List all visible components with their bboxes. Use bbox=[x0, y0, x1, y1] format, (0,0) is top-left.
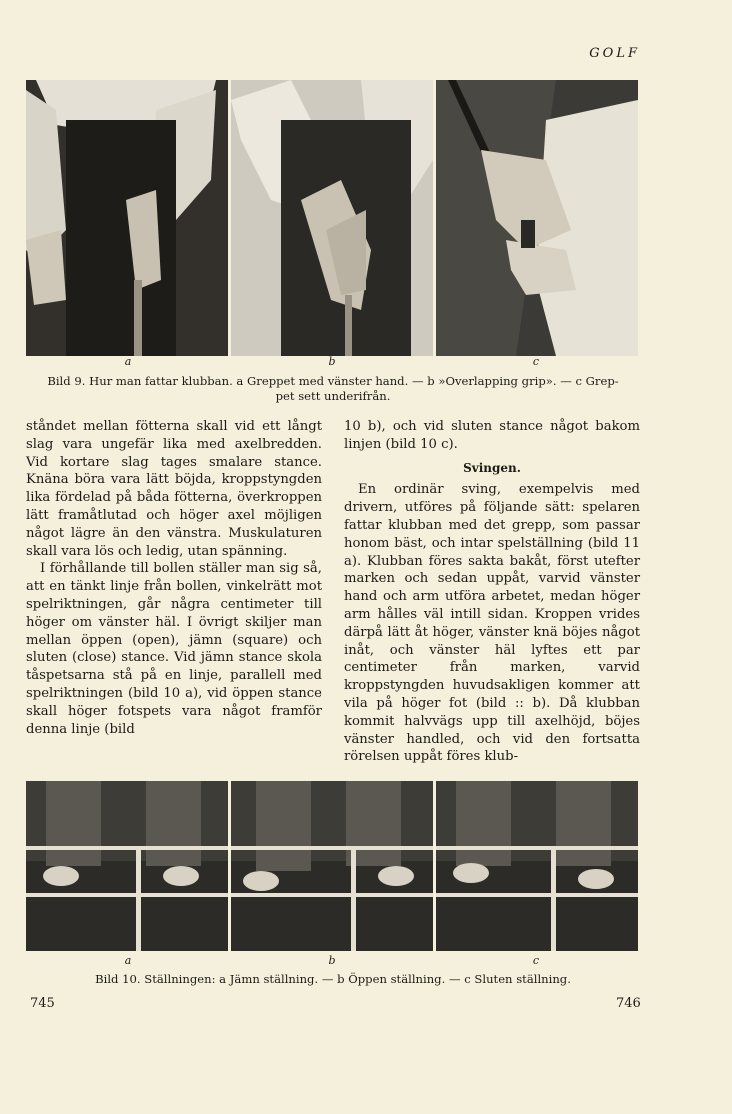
photo-label-a: a bbox=[124, 355, 132, 368]
section-heading: Svingen. bbox=[463, 460, 521, 475]
figure-10-caption: Bild 10. Ställningen: a Jämn ställning. — b Öppen ställning. — c Sluten ställning. bbox=[95, 972, 571, 986]
photo-9c-grip-from-below bbox=[436, 80, 638, 356]
figure-9-photos bbox=[26, 80, 638, 356]
running-title: GOLF bbox=[589, 46, 640, 61]
left-paragraph-2: I förhållande till bollen ställer man sig så, att en tänkt linje från bollen, vinkelrätt mot spelriktningen, går några centimeter till höger om vänster häl. I övrigt skiljer man mellan öppen (open), jämn (square) och sluten (close) stance. Vid jämn stance skola tåspetsarna stå på en linje, parallell med spelriktningen (bild 10 a), vid öppen stance skall höger fotspets vara något framför denna linje (bild bbox=[26, 561, 322, 737]
figure-9-labels bbox=[26, 355, 638, 368]
photo-label-b: b bbox=[328, 954, 336, 967]
figure-9-caption-line-2: pet sett underifrån. bbox=[275, 389, 391, 403]
photo-label-a: a bbox=[124, 954, 132, 967]
photo-10b-open-stance bbox=[231, 781, 433, 951]
figure-10-photos bbox=[26, 781, 638, 951]
right-paragraph-2: En ordinär sving, exempelvis med drivern, utföres på följande sätt: spelaren fattar klubban med det grepp, som passar honom bäst, och intar spelställning (bild 11 a). Klubban föres sakta bakåt, först utefter marken och sedan uppåt, varvid vänster hand och arm utföra arbetet, medan höger arm hålles väl intill sidan. Kroppen vrides därpå lätt åt höger, vänster knä böjes något inåt, och vänster häl lyftes ett par centimeter från marken, varvid kroppstyngden huvudsakligen kommer att vila på höger fot (bild :: b). Då klubban kommit halvvägs upp till axelhöjd, böjes vänster handled, och vid den fortsatta rörelsen uppåt föres klub- bbox=[344, 482, 640, 765]
page-number-left: 745 bbox=[30, 996, 55, 1011]
photo-label-c: c bbox=[532, 954, 540, 967]
page-number-right: 746 bbox=[616, 996, 641, 1011]
right-column bbox=[344, 418, 640, 766]
photo-9a-left-hand-grip bbox=[26, 80, 228, 356]
photo-label-b: b bbox=[328, 355, 336, 368]
left-column bbox=[26, 418, 322, 738]
photo-10c-closed-stance bbox=[436, 781, 638, 951]
figure-9-caption bbox=[30, 374, 636, 404]
right-paragraph-1: 10 b), och vid sluten stance något bakom linjen (bild 10 c). bbox=[344, 419, 640, 452]
photo-9b-overlapping-grip bbox=[231, 80, 433, 356]
figure-10-labels bbox=[26, 954, 638, 967]
left-paragraph-1: ståndet mellan fötterna skall vid ett långt slag vara ungefär lika med axelbredden. Vid kortare slag tages smalare stance. Knäna böra vara lätt böjda, kroppstyngden lika fördelad på båda fötterna, överkroppen lätt framåtlutad och höger axel möjligen något lägre än den vänstra. Muskulaturen skall vara lös och ledig, utan spänning. bbox=[26, 419, 322, 559]
photo-10a-square-stance bbox=[26, 781, 228, 951]
figure-9-caption-line-1: Bild 9. Hur man fattar klubban. a Greppet med vänster hand. — b »Overlapping grip». — c Grep- bbox=[47, 374, 619, 388]
photo-label-c: c bbox=[532, 355, 540, 368]
